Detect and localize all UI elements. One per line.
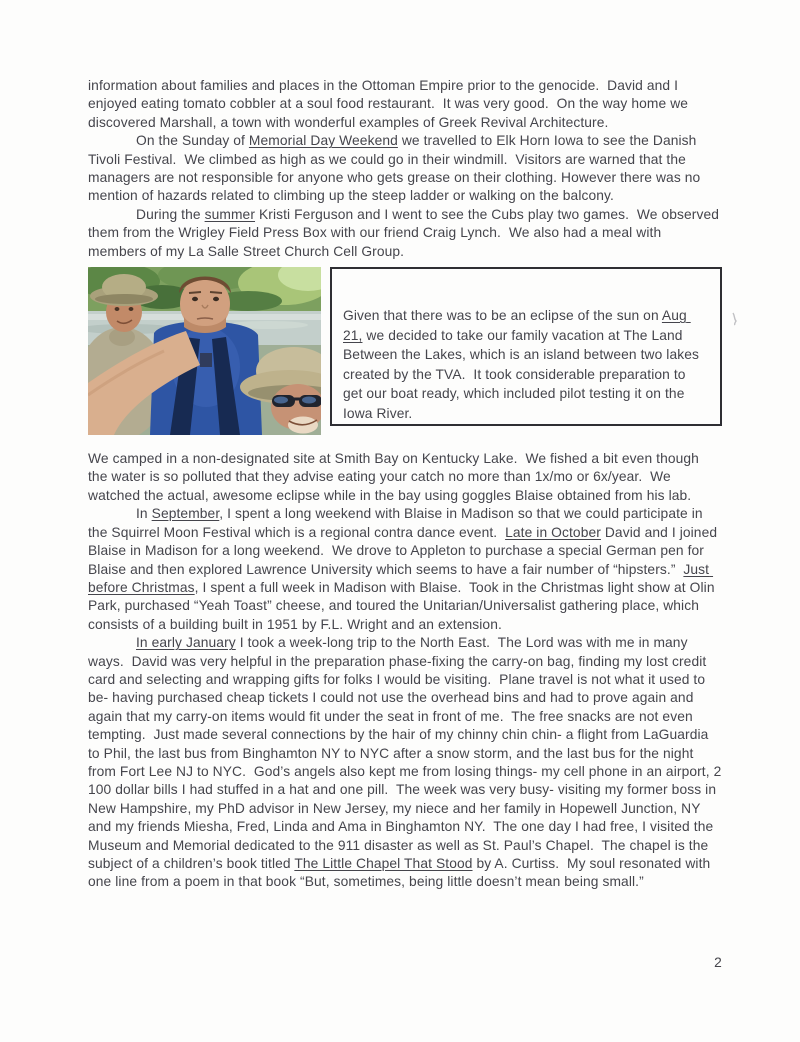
paragraph bbox=[88, 450, 722, 505]
text-run: In bbox=[136, 506, 152, 522]
family-selfie-photo-drawing bbox=[88, 267, 321, 435]
paragraph bbox=[88, 206, 722, 261]
body-text-top bbox=[88, 77, 722, 261]
paragraph bbox=[88, 77, 722, 132]
paragraph bbox=[88, 634, 726, 892]
text-run: , I spent a long weekend with Blaise in Madison so that we could participate in the Squirrel Moon Festival which is a regional contra dance event. bbox=[88, 506, 707, 540]
text-run: by A. Curtiss. My soul resonated with one line from a poem in that book “But, sometimes, being little doesn’t mean being small.” bbox=[88, 856, 715, 890]
text-run: On the Sunday of bbox=[136, 133, 249, 149]
text-run: We camped in a non-designated site at Smith Bay on Kentucky Lake. We fished a bit even though the water is so polluted that they advise eating your catch no more than 1x/mo or 6x/year. We watched the actual, awesome eclipse while in the bay using goggles Blaise obtained from his lab. bbox=[88, 451, 703, 503]
text-run: Given that there was to be an eclipse of the sun on bbox=[343, 308, 662, 324]
text-run: I took a week-long trip to the North East. The Lord was with me in many ways. David was very helpful in the preparation phase-fixing the carry-on bag, finding my lost credit card and selecting and wrapping gifts for folks I would be visiting. Plane travel is not what it used to be- having purchased cheap tickets I could not use the overhead bins and had to prove again and again that my carry-on items would fit under the seat in front of me. The free snacks are not even tempting. Just made several connections by the hair of my chinny chin chin- a flight from LaGuardia to Phil, the last bus from Binghamton NY to NYC after a snow storm, and the last bus for the night from Fort Lee NJ to NYC. God’s angels also kept me from losing things- my cell phone in an airport, 2 100 dollar bills I had stuffed in a hat and one pill. The week was very busy- visiting my former boss in New Hampshire, my PhD advisor in New Jersey, my niece and her family in Hopewell Junction, NY and my friends Miesha, Fred, Linda and Ama in Binghamton NY. The one day I had free, I visited the Museum and Memorial dedicated to the 911 disaster as well as St. Paul’s Chapel. The chapel is the subject of a children’s book titled bbox=[88, 635, 726, 871]
body-text-bottom bbox=[88, 450, 726, 892]
callout-text bbox=[343, 306, 706, 424]
underlined-phrase: September bbox=[151, 506, 220, 522]
page-number: 2 bbox=[714, 955, 722, 970]
text-run: During the bbox=[136, 206, 205, 222]
underlined-phrase: In early January bbox=[136, 635, 236, 651]
text-run: information about families and places in the Ottoman Empire prior to the genocide. David and I enjoyed eating tomato cobbler at a soul food restaurant. It was very good. On the way home we discovered Marshall, a town with wonderful examples of Greek Revival Architecture. bbox=[88, 78, 692, 130]
underlined-phrase: Aug 21, bbox=[343, 308, 691, 343]
letter-body bbox=[88, 77, 726, 892]
underlined-phrase: summer bbox=[204, 206, 256, 222]
underlined-phrase: Just before Christmas bbox=[88, 561, 714, 595]
text-run: we travelled to Elk Horn Iowa to see the Danish Tivoli Festival. We climbed as high as we could go in their windmill. Visitors are warned that the managers are not responsible for anyone who gets grease on their clothing. However there was no mention of hazards related to climbing up the steep ladder or walking on the balcony. bbox=[88, 133, 705, 204]
paragraph bbox=[88, 505, 722, 634]
text-run: David and I joined Blaise in Madison for a long weekend. We drove to Appleton to purchase a special German pen for Blaise and then explored Lawrence University which seems to have a fair number of “hipsters.” bbox=[88, 524, 722, 577]
scan-artifact-mark bbox=[730, 312, 740, 326]
family-selfie-photo bbox=[88, 267, 321, 435]
underlined-phrase: Memorial Day Weekend bbox=[248, 133, 398, 149]
text-run: we decided to take our family vacation at The Land Between the Lakes, which is an island between two lakes created by the TVA. It took considerable preparation to get our boat ready, which included pilot testing it on the Iowa River. bbox=[343, 327, 703, 422]
photo-and-callout-row bbox=[88, 267, 722, 435]
callout-box bbox=[330, 267, 722, 426]
underlined-phrase: The Little Chapel That Stood bbox=[294, 856, 473, 871]
text-run: , I spent a full week in Madison with Blaise. Took in the Christmas light show at Olin Park, purchased “Yeah Toast” cheese, and toured the Unitarian/Universalist gathering place, which consists of a building built in 1951 by F.L. Wright and an extension. bbox=[88, 579, 719, 632]
underlined-phrase: Late in October bbox=[505, 524, 601, 540]
text-run: Kristi Ferguson and I went to see the Cubs play two games. We observed them from the Wrigley Field Press Box with our friend Craig Lynch. We also had a meal with members of my La Salle Street Church Cell Group. bbox=[88, 206, 723, 259]
paragraph bbox=[88, 132, 722, 206]
